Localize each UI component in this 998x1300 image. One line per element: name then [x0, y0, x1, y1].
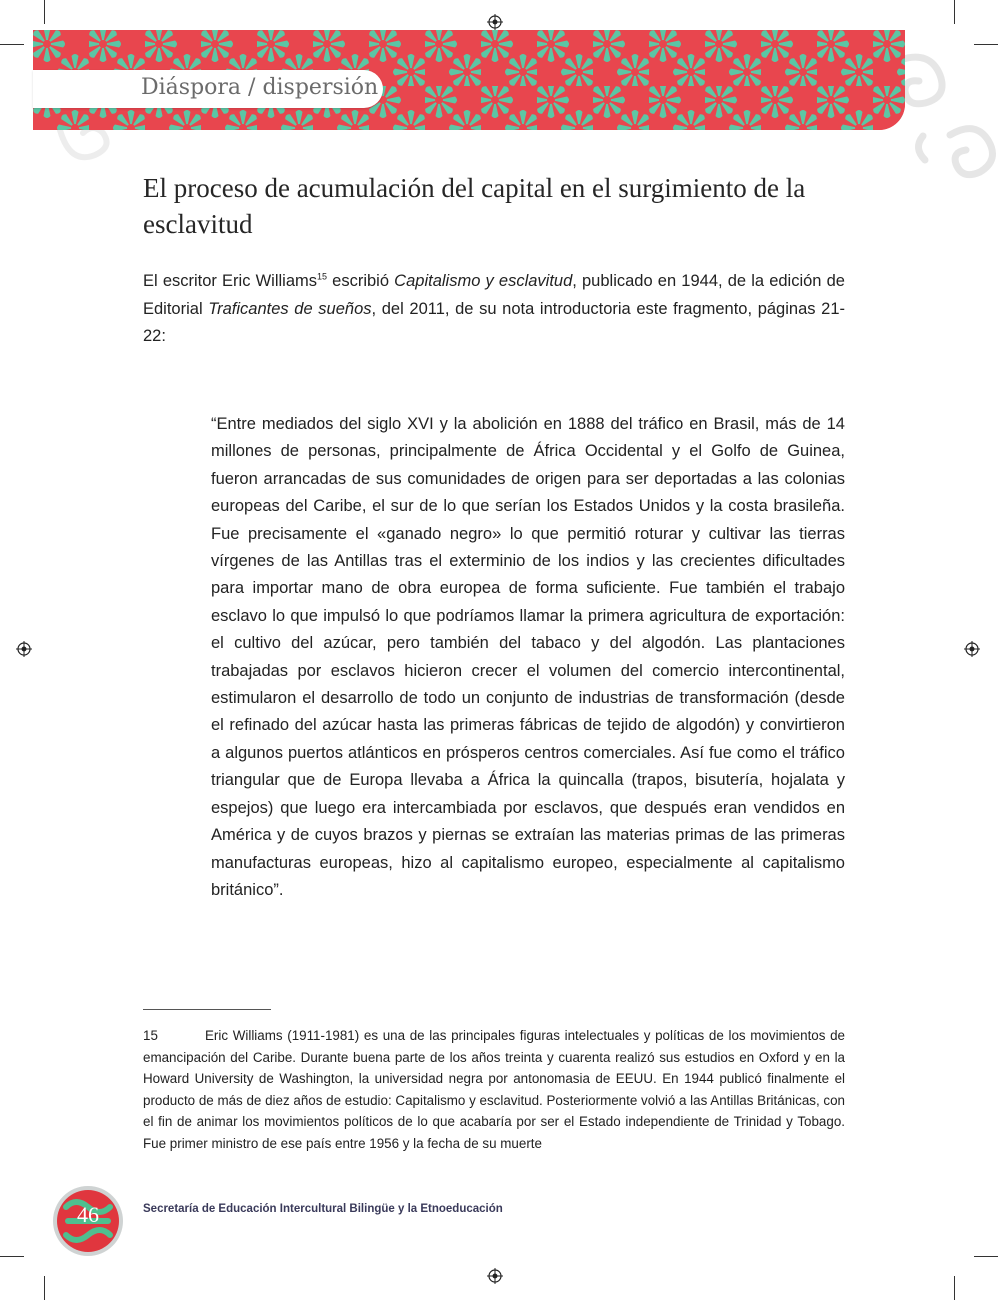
page-title: El proceso de acumulación del capital en el surgimiento de la esclavitud	[143, 173, 806, 239]
page-number: 46	[77, 1202, 99, 1227]
footnote	[143, 1025, 845, 1155]
crop-mark	[44, 1276, 45, 1300]
footnote-reference[interactable]: 15	[317, 271, 328, 282]
crop-mark	[954, 1276, 955, 1300]
intro-text: , publicado en 1944, de la edición de Editorial	[143, 272, 845, 318]
crop-mark	[44, 0, 45, 24]
footnote-divider	[143, 1009, 271, 1010]
crop-mark	[0, 44, 24, 45]
section-tab	[33, 70, 383, 108]
registration-mark-icon	[487, 1268, 503, 1284]
footnote-text: Eric Williams (1911-1981) es una de las principales figuras intelectuales y políticas de los movimientos de emancipación del Caribe. Durante buena parte de los años treinta y cuarenta realizó sus estudios en Oxford y en la Howard University de Washington, la universidad negra por antonomasia de EEUU. En 1944 publicó finalmente el producto de más de diez años de estudio: Capitalismo y esclavitud. Posteriormente volvió a las Antillas Británicas, con el fin de animar los movimientos políticos de lo que acabaría por ser el Estado independiente de Trinidad y Tobago. Fue primer ministro de ese país entre 1956 y la fecha de su muerte	[143, 1028, 845, 1151]
registration-mark-icon	[16, 641, 32, 657]
section-title: Diáspora / dispersión	[141, 75, 379, 100]
intro-text: El escritor Eric Williams	[143, 272, 318, 290]
crop-mark	[954, 0, 955, 24]
registration-mark-icon	[487, 14, 503, 30]
publisher-name: Traficantes de sueños	[208, 299, 372, 318]
book-title: Capitalismo y esclavitud	[394, 272, 573, 290]
footer-publisher: Secretaría de Educación Intercultural Bilingüe y la Etnoeducación	[143, 1203, 503, 1215]
intro-paragraph	[143, 268, 845, 351]
registration-mark-icon	[964, 641, 980, 657]
footnote-number: 15	[143, 1028, 158, 1043]
intro-text: escribió	[327, 272, 395, 290]
block-quote: “Entre mediados del siglo XVI y la abolición en 1888 del tráfico en Brasil, más de 14 millones de personas, principalmente de África Occidental y el Golfo de Guinea, fueron arrancadas de sus comunidades de origen para ser deportadas a las colonias europeas del Caribe, el sur de lo que serían los Estados Unidos y la costa brasileña. Fue precisamente el «ganado negro» lo que permitió roturar y cultivar las tierras vírgenes de las Antillas tras el exterminio de los indios y las crecientes dificultades para importar mano de obra europea de forma suficiente. Fue también el trabajo esclavo lo que impulsó lo que podríamos llamar la primera agricultura de exportación: el cultivo del azúcar, pero también del tabaco y del algodón. Las plantaciones trabajadas por esclavos hicieron crecer el volumen del comercio intercontinental, estimularon el desarrollo de todo un conjunto de industrias de transformación (desde el refinado del azúcar hasta las primeras fábricas de tejido de algodón) y convirtieron a algunos puertos atlánticos en prósperos centros comerciales. Así fue como el tráfico triangular que de Europa llevaba a África la quincalla (trapos, bisutería, hojalata y espejos) que luego era intercambiada por esclavos, que después eran vendidos en América y de cuyos brazos y piernas se extraían las materias primas de las primeras manufacturas europeas, hizo al capitalismo europeo, especialmente al capitalismo británico”.	[211, 415, 845, 899]
crop-mark	[0, 1256, 24, 1257]
intro-text: , del 2011, de su nota introductoria este fragmento, páginas 21-22:	[143, 299, 845, 345]
crop-mark	[974, 1256, 998, 1257]
